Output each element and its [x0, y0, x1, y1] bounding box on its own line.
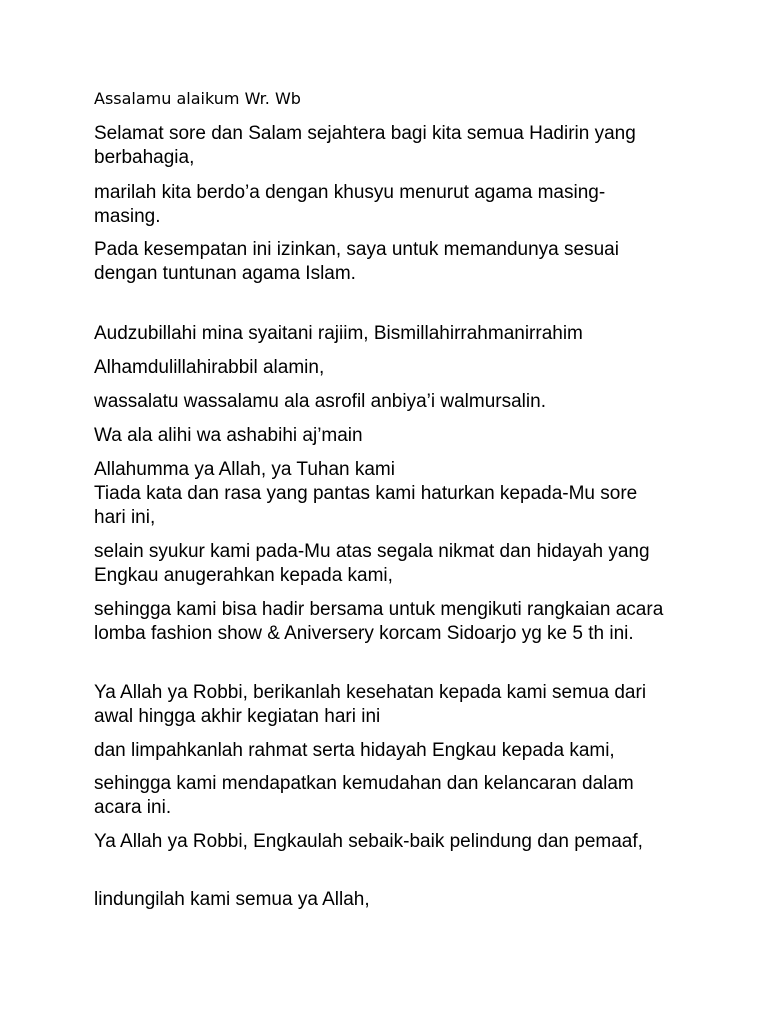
paragraph-health: Ya Allah ya Robbi, berikanlah kesehatan kepada kami semua dari awal hingga akhir kegiatan hari ini	[94, 682, 647, 727]
paragraph-taawudz: Audzubillahi mina syaitani rajiim, Bismillahirrahmanirrahim	[94, 323, 583, 344]
paragraph-gratitude: Tiada kata dan rasa yang pantas kami haturkan kepada-Mu sore hari ini,	[94, 483, 638, 528]
paragraph-event: sehingga kami bisa hadir bersama untuk mengikuti rangkaian acara lomba fashion show & Aniversery korcam Sidoarjo yg ke 5 th ini.	[94, 599, 664, 644]
paragraph-greeting: Selamat sore dan Salam sejahtera bagi kita semua Hadirin yang berbahagia,	[94, 123, 636, 168]
paragraph-salawat: wassalatu wassalamu ala asrofil anbiya’i walmursalin.	[94, 391, 546, 412]
salutation-line: Assalamu alaikum Wr. Wb	[94, 89, 301, 108]
paragraph-protection: lindungilah kami semua ya Allah,	[94, 889, 370, 910]
paragraph-guidance: Pada kesempatan ini izinkan, saya untuk memandunya sesuai dengan tuntunan agama Islam.	[94, 239, 619, 284]
paragraph-blessings: selain syukur kami pada-Mu atas segala nikmat dan hidayah yang Engkau anugerahkan kepada kami,	[94, 541, 650, 586]
paragraph-allahumma: Allahumma ya Allah, ya Tuhan kami	[94, 459, 395, 480]
paragraph-family-companions: Wa ala alihi wa ashabihi aj’main	[94, 425, 363, 446]
paragraph-protector: Ya Allah ya Robbi, Engkaulah sebaik-baik pelindung dan pemaaf,	[94, 831, 643, 852]
paragraph-prayer-invitation: marilah kita berdo’a dengan khusyu menurut agama masing-masing.	[94, 182, 606, 227]
paragraph-hamdalah: Alhamdulillahirabbil alamin,	[94, 357, 325, 378]
paragraph-mercy: dan limpahkanlah rahmat serta hidayah Engkau kepada kami,	[94, 740, 615, 761]
paragraph-ease: sehingga kami mendapatkan kemudahan dan kelancaran dalam acara ini.	[94, 773, 634, 818]
